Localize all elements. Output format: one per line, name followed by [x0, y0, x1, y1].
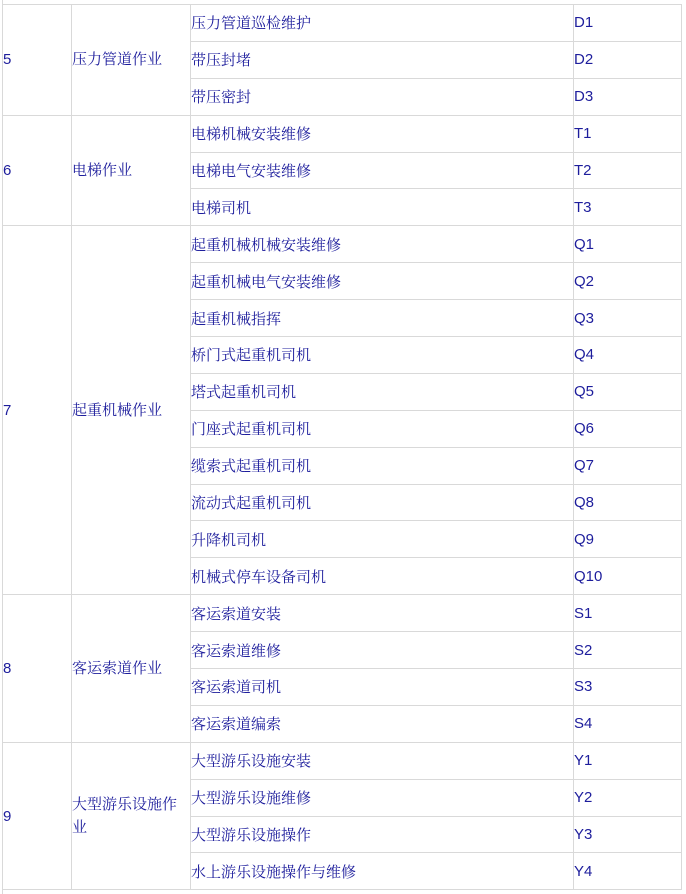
special-equipment-operations-table	[2, 4, 682, 890]
item-code-cell: D1	[574, 5, 682, 42]
category-cell: 压力管道作业	[72, 5, 191, 116]
table-row	[3, 226, 682, 263]
item-name-cell: 客运索道编索	[191, 705, 574, 742]
item-code-cell: Q5	[574, 373, 682, 410]
item-code-cell: T2	[574, 152, 682, 189]
item-code-cell: D3	[574, 78, 682, 115]
item-name-cell: 客运索道维修	[191, 632, 574, 669]
item-name-cell: 客运索道司机	[191, 669, 574, 706]
section-number-cell: 6	[3, 115, 72, 226]
section-number-cell: 5	[3, 5, 72, 116]
table-row	[3, 115, 682, 152]
item-code-cell: Y2	[574, 779, 682, 816]
item-code-cell: Q6	[574, 410, 682, 447]
item-name-cell: 缆索式起重机司机	[191, 447, 574, 484]
item-code-cell: Q8	[574, 484, 682, 521]
item-name-cell: 带压密封	[191, 78, 574, 115]
item-name-cell: 塔式起重机司机	[191, 373, 574, 410]
category-cell: 电梯作业	[72, 115, 191, 226]
item-name-cell: 大型游乐设施维修	[191, 779, 574, 816]
item-code-cell: Q9	[574, 521, 682, 558]
item-code-cell: Q10	[574, 558, 682, 595]
previous-table-row-fragment	[2, 0, 681, 4]
item-name-cell: 电梯电气安装维修	[191, 152, 574, 189]
item-name-cell: 压力管道巡检维护	[191, 5, 574, 42]
item-code-cell: S4	[574, 705, 682, 742]
section-number-cell: 7	[3, 226, 72, 595]
item-name-cell: 起重机械电气安装维修	[191, 263, 574, 300]
item-name-cell: 流动式起重机司机	[191, 484, 574, 521]
item-code-cell: Y1	[574, 742, 682, 779]
table-grid-line	[2, 890, 3, 894]
section-number-cell: 8	[3, 595, 72, 743]
item-name-cell: 大型游乐设施操作	[191, 816, 574, 853]
item-code-cell: Q4	[574, 337, 682, 374]
item-code-cell: T3	[574, 189, 682, 226]
item-name-cell: 水上游乐设施操作与维修	[191, 853, 574, 890]
item-code-cell: T1	[574, 115, 682, 152]
category-cell: 客运索道作业	[72, 595, 191, 743]
item-name-cell: 升降机司机	[191, 521, 574, 558]
item-code-cell: S1	[574, 595, 682, 632]
table-grid-line	[2, 0, 3, 4]
item-name-cell: 客运索道安装	[191, 595, 574, 632]
item-name-cell: 门座式起重机司机	[191, 410, 574, 447]
section-number-cell: 9	[3, 742, 72, 890]
item-name-cell: 机械式停车设备司机	[191, 558, 574, 595]
item-name-cell: 起重机械指挥	[191, 300, 574, 337]
next-table-row-fragment	[2, 890, 681, 894]
item-code-cell: S3	[574, 669, 682, 706]
item-name-cell: 带压封堵	[191, 41, 574, 78]
item-name-cell: 电梯机械安装维修	[191, 115, 574, 152]
item-code-cell: Q3	[574, 300, 682, 337]
table-row	[3, 5, 682, 42]
item-code-cell: Q2	[574, 263, 682, 300]
item-code-cell: D2	[574, 41, 682, 78]
category-cell: 大型游乐设施作业	[72, 742, 191, 890]
item-code-cell: S2	[574, 632, 682, 669]
item-name-cell: 电梯司机	[191, 189, 574, 226]
item-code-cell: Q1	[574, 226, 682, 263]
item-code-cell: Q7	[574, 447, 682, 484]
item-name-cell: 大型游乐设施安装	[191, 742, 574, 779]
category-cell: 起重机械作业	[72, 226, 191, 595]
table-row	[3, 742, 682, 779]
item-code-cell: Y4	[574, 853, 682, 890]
table-row	[3, 595, 682, 632]
item-name-cell: 起重机械机械安装维修	[191, 226, 574, 263]
item-name-cell: 桥门式起重机司机	[191, 337, 574, 374]
item-code-cell: Y3	[574, 816, 682, 853]
